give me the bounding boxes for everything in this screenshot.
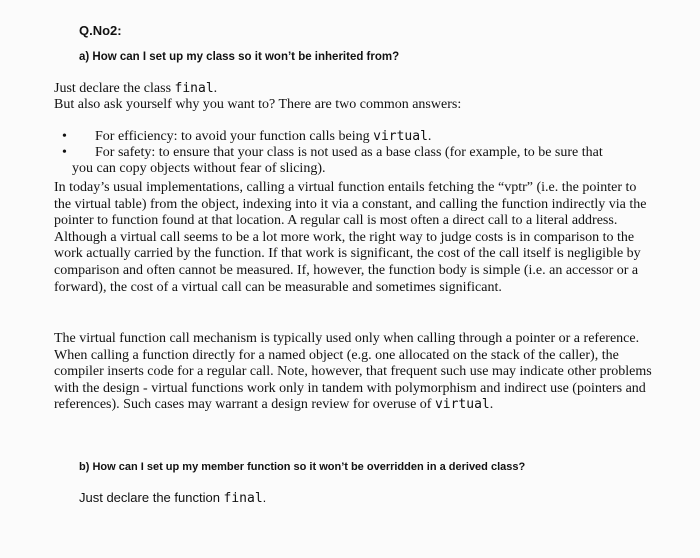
question-number: Q.No2: (79, 23, 122, 38)
answer-a-intro (54, 81, 674, 113)
code-virtual-2: virtual (434, 397, 490, 413)
bullet-item-safety (0, 145, 700, 177)
code-final: final (174, 81, 214, 96)
bullet-1-text: For efficiency: to avoid your function calls being (95, 129, 374, 144)
answer-line-1-text: Just declare the class (54, 81, 175, 96)
bullet-dot: • (62, 145, 67, 160)
question-a: a) How can I set up my class so it won’t be inherited from? (79, 51, 400, 63)
answer-line-1-end: . (213, 81, 218, 96)
paragraph-vptr: In today’s usual implementations, calling a virtual function entails fetching the “vptr” (i.e. the pointer to the virtual table) from the object, indexing into it via a constant, and calling the function indirectly via the pointer to function found at that location. A regular call is most often a direct call to a literal address. Although a virtual call seems to be a lot more work, the right way to judge costs is in comparison to the work actually carried by the function. If that work is significant, the cost of the call itself is negligible by comparison and often cannot be measured. If, however, the function body is simple (i.e. an accessor or a forward), the cost of a virtual call can be measurable and sometimes significant. (54, 180, 647, 295)
paragraph-2-end: . (489, 397, 494, 413)
paragraph-virtual-call (54, 331, 654, 414)
answer-line-1 (54, 81, 674, 97)
answer-line-2: But also ask yourself why you want to? There are two common answers: (54, 97, 462, 112)
answer-b-text: Just declare the function (79, 490, 224, 505)
bullet-list (0, 129, 700, 177)
bullet-2-line-2: you can copy objects without fear of slicing). (72, 161, 326, 176)
question-b: b) How can I set up my member function so it won’t be overridden in a derived class? (79, 461, 526, 473)
bullet-dot: • (62, 129, 67, 144)
answer-b-end: . (262, 490, 267, 505)
bullet-2-line-1: For safety: to ensure that your class is not used as a base class (for example, to be sure that (95, 145, 603, 160)
bullet-item-efficiency (0, 129, 700, 145)
bullet-1-end: . (427, 129, 432, 144)
code-virtual: virtual (373, 129, 428, 144)
answer-b (79, 490, 266, 506)
paragraph-2-text: The virtual function call mechanism is typically used only when calling through a pointer or a reference. When calling a function directly for a named object (e.g. one allocated on the stack of the caller), the compiler inserts code for a regular call. Note, however, that frequent such use may indicate other problems with the design - virtual functions work only in tandem with polymorphism and indirect use (pointers and references). Such cases may warrant a design review for overuse of (54, 331, 652, 413)
code-final-2: final (223, 491, 263, 506)
